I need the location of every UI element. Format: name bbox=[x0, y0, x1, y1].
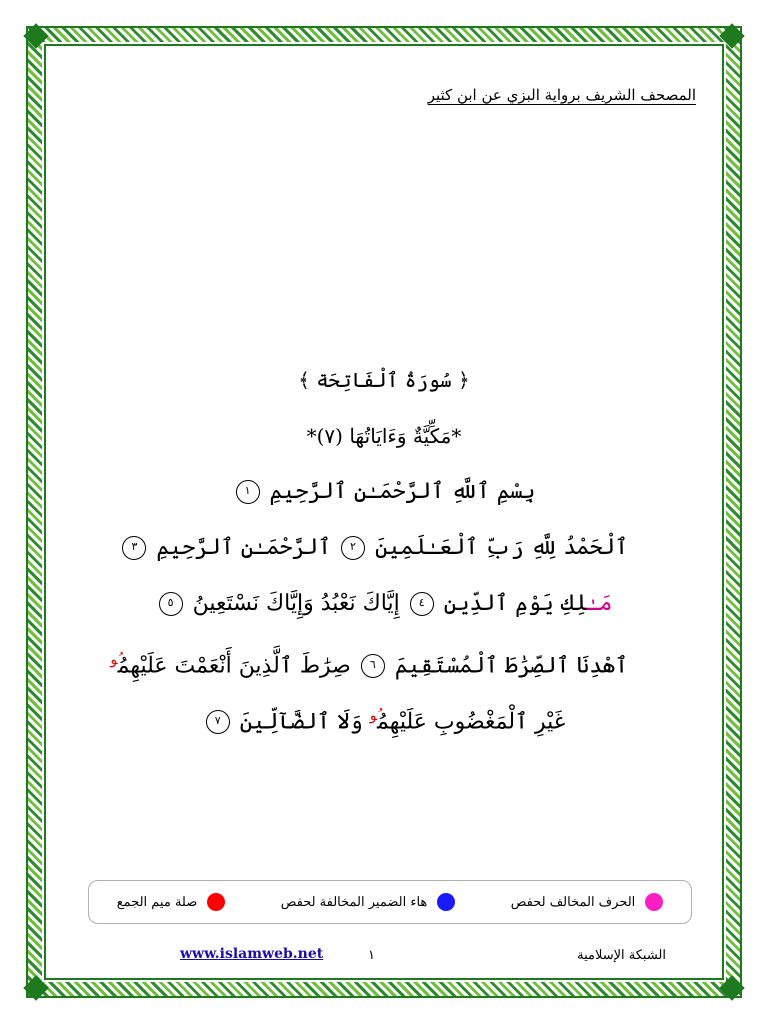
ayah-number-marker: ٤ bbox=[410, 592, 434, 616]
ayah-number-marker: ١ bbox=[236, 480, 260, 504]
verse-text: غَيْرِ ٱلْمَغْضُوبِ عَلَيْهِمُ bbox=[376, 709, 566, 735]
verse-text: وَلَا ٱلضَّآلِّينَ bbox=[239, 709, 363, 735]
footer-site-name: الشبكة الإسلامية bbox=[577, 948, 666, 963]
legend-label: هاء الضمير المخالفة لحفص bbox=[280, 894, 428, 910]
red-dot-icon bbox=[207, 893, 225, 911]
page-number: ١ bbox=[368, 948, 375, 963]
surah-content bbox=[110, 352, 628, 744]
ayah-number-marker: ٧ bbox=[206, 710, 230, 734]
verse-text: ٱهْدِنَا ٱلصِّرَٰطَ ٱلْمُسْتَقِيمَ bbox=[394, 653, 628, 679]
verse-line bbox=[140, 464, 628, 520]
verse-line bbox=[140, 688, 628, 744]
page-header-title: المصحف الشريف برواية البزي عن ابن كثير bbox=[427, 86, 696, 104]
verse-text: إِيَّاكَ نَعْبُدُ وَإِيَّاكَ نَسْتَعِينُ bbox=[192, 591, 400, 616]
verse-text: بِسْمِ ٱللَّهِ ٱلرَّحْمَـٰنِ ٱلرَّحِيمِ bbox=[269, 479, 536, 504]
legend-label: صلة ميم الجمع bbox=[116, 894, 198, 910]
ayah-number-marker: ٣ bbox=[122, 536, 146, 560]
blue-dot-icon bbox=[437, 893, 455, 911]
ayah-number-marker: ٦ bbox=[361, 654, 385, 678]
color-legend bbox=[88, 880, 692, 924]
silah-mark: ُو bbox=[369, 708, 377, 724]
website-link[interactable]: www.islamweb.net bbox=[180, 946, 324, 962]
legend-label: الحرف المخالف لحفص bbox=[510, 894, 636, 910]
ayah-number-marker: ٢ bbox=[341, 536, 365, 560]
verse-text: لِكِ يَوْمِ ٱلدِّينِ bbox=[443, 591, 587, 616]
legend-item bbox=[117, 893, 226, 911]
page-footer bbox=[88, 944, 692, 968]
verse-line bbox=[131, 520, 628, 576]
magenta-dot-icon bbox=[645, 893, 663, 911]
legend-item bbox=[511, 893, 664, 911]
surah-meta: *مَكِّيَّةٌ وَءَايَاتُهَا (٧)* bbox=[306, 424, 462, 448]
variant-letter-highlight: مَـٰ bbox=[586, 591, 613, 616]
surah-title: ﴿ سُورَةُ ٱلْفَاتِحَة ﴾ bbox=[298, 368, 470, 392]
verse-line bbox=[140, 576, 628, 632]
silah-mark: ُو bbox=[110, 652, 118, 668]
legend-item bbox=[281, 893, 456, 911]
ayah-number-marker: ٥ bbox=[159, 592, 183, 616]
verse-text: صِرَٰطَ ٱلَّذِينَ أَنْعَمْتَ عَلَيْهِمُ bbox=[117, 653, 351, 679]
verse-line bbox=[110, 632, 628, 688]
verse-text: ٱلْحَمْدُ لِلَّهِ رَبِّ ٱلْعَـٰلَمِينَ bbox=[374, 535, 628, 560]
verse-text: ٱلرَّحْمَـٰنِ ٱلرَّحِيمِ bbox=[156, 535, 331, 560]
